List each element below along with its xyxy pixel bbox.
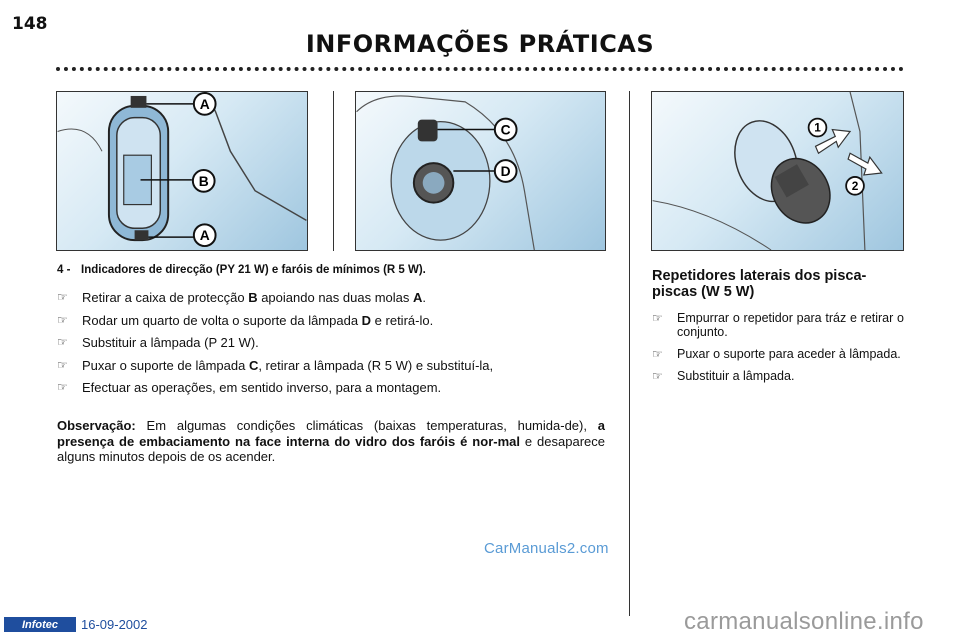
label-c: C xyxy=(500,121,511,138)
column-divider-1 xyxy=(333,91,334,251)
step-text: Efectuar as operações, em sentido inverso, para a montagem. xyxy=(82,380,442,396)
figure-headlamp-rear xyxy=(355,91,606,251)
side-step-text: Empurrar o repetidor para tráz e retirar o conjunto. xyxy=(677,311,904,339)
list-item xyxy=(57,358,617,381)
step-list xyxy=(57,290,617,403)
step-text: Puxar o suporte de lâmpada C, retirar a lâmpada (R 5 W) e substituí-la, xyxy=(82,357,494,373)
figure-indicator-housing xyxy=(56,91,308,251)
pointing-hand-icon: ☞ xyxy=(57,335,68,350)
figure-headlamp-rear-drawing xyxy=(356,92,605,250)
list-item xyxy=(652,347,904,361)
section-heading xyxy=(57,264,426,276)
pointing-hand-icon: ☞ xyxy=(57,357,68,372)
note-label: Observação: xyxy=(57,418,136,433)
title-divider xyxy=(56,67,904,71)
figure-indicator-housing-drawing xyxy=(57,92,307,250)
note-bold: a presença de embaciamento na face interna do vidro dos faróis é nor-mal xyxy=(57,418,605,449)
figure-side-repeater xyxy=(651,91,904,251)
list-item xyxy=(652,311,904,339)
step-text: Rodar um quarto de volta o suporte da lâmpada D e retirá-lo. xyxy=(82,312,434,328)
list-item xyxy=(57,313,617,336)
section-number: 4 - xyxy=(57,264,71,276)
pointing-hand-icon: ☞ xyxy=(57,380,68,395)
label-a-bottom: A xyxy=(199,227,210,244)
pointing-hand-icon: ☞ xyxy=(652,347,663,361)
watermark-carmanuals2[interactable]: CarManuals2.com xyxy=(484,540,609,557)
label-d: D xyxy=(500,162,511,179)
side-step-text: Puxar o suporte para aceder à lâmpada. xyxy=(677,347,901,361)
list-item xyxy=(57,380,617,403)
list-item xyxy=(652,369,904,383)
label-1: 1 xyxy=(814,120,821,135)
step-text: Retirar a caixa de protecção B apoiando nas duas molas A. xyxy=(82,290,426,305)
section-heading-text: Indicadores de direcção (PY 21 W) e faróis de mínimos (R 5 W). xyxy=(81,264,426,276)
footer-date: 16-09-2002 xyxy=(81,617,148,632)
pointing-hand-icon: ☞ xyxy=(57,290,68,304)
list-item xyxy=(57,335,617,358)
pointing-hand-icon: ☞ xyxy=(652,311,663,325)
label-b: B xyxy=(198,172,209,189)
figure-side-repeater-drawing xyxy=(652,92,903,250)
note-text-2: e desaparece alguns minutos depois de os acender. xyxy=(57,433,605,464)
note-text-1: Em algumas condições climáticas (baixas temperaturas, humida-de), xyxy=(135,418,598,433)
pointing-hand-icon: ☞ xyxy=(652,369,663,383)
page-number: 148 xyxy=(12,14,48,34)
label-a-top: A xyxy=(199,95,210,112)
column-divider-2 xyxy=(629,91,630,616)
step-text: Substituir a lâmpada (P 21 W). xyxy=(82,335,259,351)
label-2: 2 xyxy=(851,178,859,193)
side-step-text: Substituir a lâmpada. xyxy=(677,369,795,383)
watermark-carmanualsonline[interactable]: carmanualsonline.info xyxy=(684,608,924,635)
side-section-title: Repetidores laterais dos pisca-piscas (W 5 W) xyxy=(652,268,867,300)
side-step-list xyxy=(652,311,904,391)
list-item xyxy=(57,290,617,313)
infotec-logo: Infotec xyxy=(4,617,76,632)
observation-note xyxy=(57,418,605,465)
page-title: INFORMAÇÕES PRÁTICAS xyxy=(305,30,655,58)
pointing-hand-icon: ☞ xyxy=(57,312,68,327)
